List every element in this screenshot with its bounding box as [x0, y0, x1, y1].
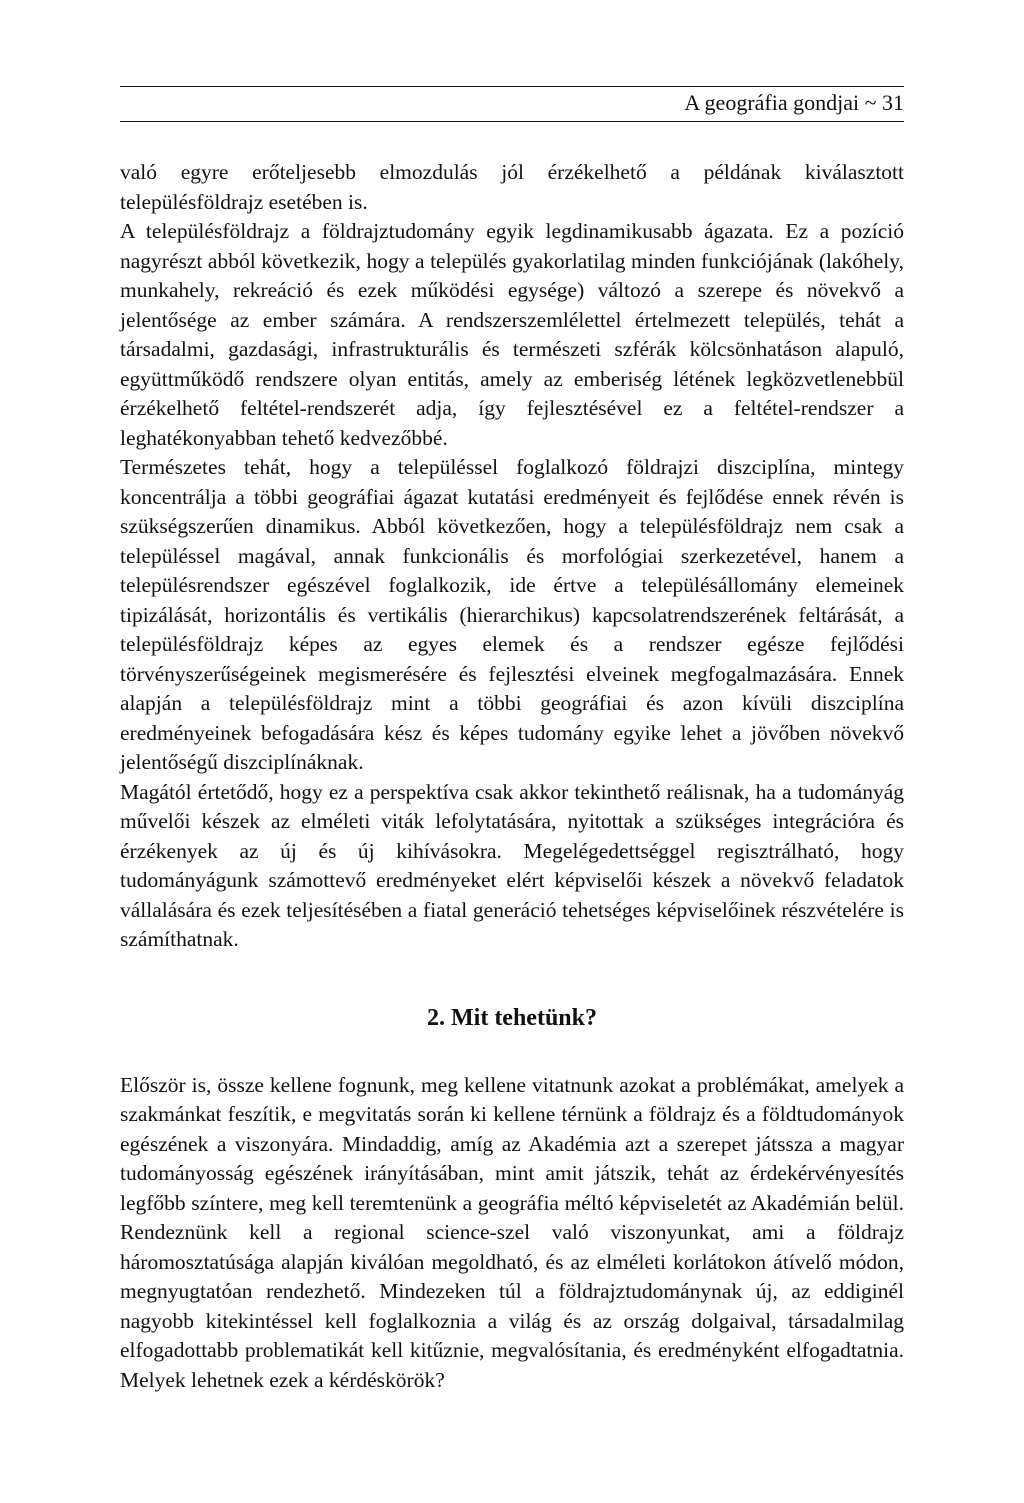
paragraph: Természetes tehát, hogy a településsel foglalkozó földrajzi diszciplína, mintegy koncentrálja a többi geográfiai ágazat kutatási eredményeit és fejlődése ennek révén is szükségszerűen dinamikus. Abból következően, hogy a településföldrajz nem csak a településsel magával, annak funkcionális és morfológiai szerkezetével, hanem a településrendszer egészével foglalkozik, ide értve a településállomány elemeinek tipizálását, horizontális és vertikális (hierarchikus) kapcsolatrendszerének feltárását, a településföldrajz képes az egyes elemek és a rendszer egésze fejlődési törvényszerűségeinek megismerésére és fejlesztési elveinek megfogalmazására. Ennek alapján a településföldrajz mint a többi geográfiai és azon kívüli diszciplína eredményeinek befogadására kész és képes tudomány egyike lehet a jövőben növekvő jelentőségű diszciplínáknak.	[120, 455, 904, 774]
running-header	[120, 86, 904, 122]
running-header-text: A geográfia gondjai ~ 31	[684, 90, 904, 115]
section-title: 2. Mit tehetünk?	[427, 1004, 597, 1031]
paragraph: való egyre erőteljesebb elmozdulás jól érzékelhető a példának kiválasztott településföldrajz esetében is.	[120, 160, 904, 214]
paragraph: A településföldrajz a földrajztudomány egyik legdinamikusabb ágazata. Ez a pozíció nagyrészt abból következik, hogy a település gyakorlatilag minden funkciójának (lakóhely, munkahely, rekreáció és ezek működési egysége) változó a szerepe és növekvő a jelentősége az ember számára. A rendszerszemlélettel értelmezett település, tehát a társadalmi, gazdasági, infrastrukturális és természeti szférák kölcsönhatáson alapuló, együttműködő rendszere olyan entitás, amely az emberiség létének legközvetlenebbül érzékelhető feltétel-rendszerét adja, így fejlesztésével ez a feltétel-rendszer a leghatékonyabban tehető kedvezőbbé.	[120, 219, 904, 450]
paragraph: Először is, össze kellene fognunk, meg kellene vitatnunk azokat a problémákat, amelyek a szakmánkat feszítik, e megvitatás során ki kellene térnünk a földrajz és a földtudományok egészének a viszonyára. Mindaddig, amíg az Akadémia azt a szerepet játssza a magyar tudományosság egészének irányításában, mint amit játszik, tehát az érdekérvényesítés legfőbb színtere, meg kell teremtenünk a geográfia méltó képviseletét az Akadémián belül. Rendeznünk kell a regional science-szel való viszonyunkat, ami a földrajz háromosztatúsága alapján kiválóan megoldható, és az elméleti korlátokon átívelő módon, megnyugtatóan rendezhető. Mindezeken túl a földrajztudománynak új, az eddiginél nagyobb kitekintéssel kell foglalkoznia a világ és az ország dolgaival, társadalmilag elfogadottabb problematikát kell kitűznie, megvalósítania, és eredményként elfogadtatnia. Melyek lehetnek ezek a kérdéskörök?	[120, 1072, 904, 1392]
body-text	[120, 158, 904, 1395]
paragraph: Magától értetődő, hogy ez a perspektíva csak akkor tekinthető reálisnak, ha a tudományág művelői készek az elméleti viták lefolytatására, nyitottak a szükséges integrációra és érzékenyek az új és új kihívásokra. Megelégedettséggel regisztrálható, hogy tudományágunk számottevő eredményeket elért képviselői készek a növekvő feladatok vállalására és ezek teljesítésében a fiatal generáció tehetséges képviselőinek részvételére is számíthatnak.	[120, 779, 904, 951]
